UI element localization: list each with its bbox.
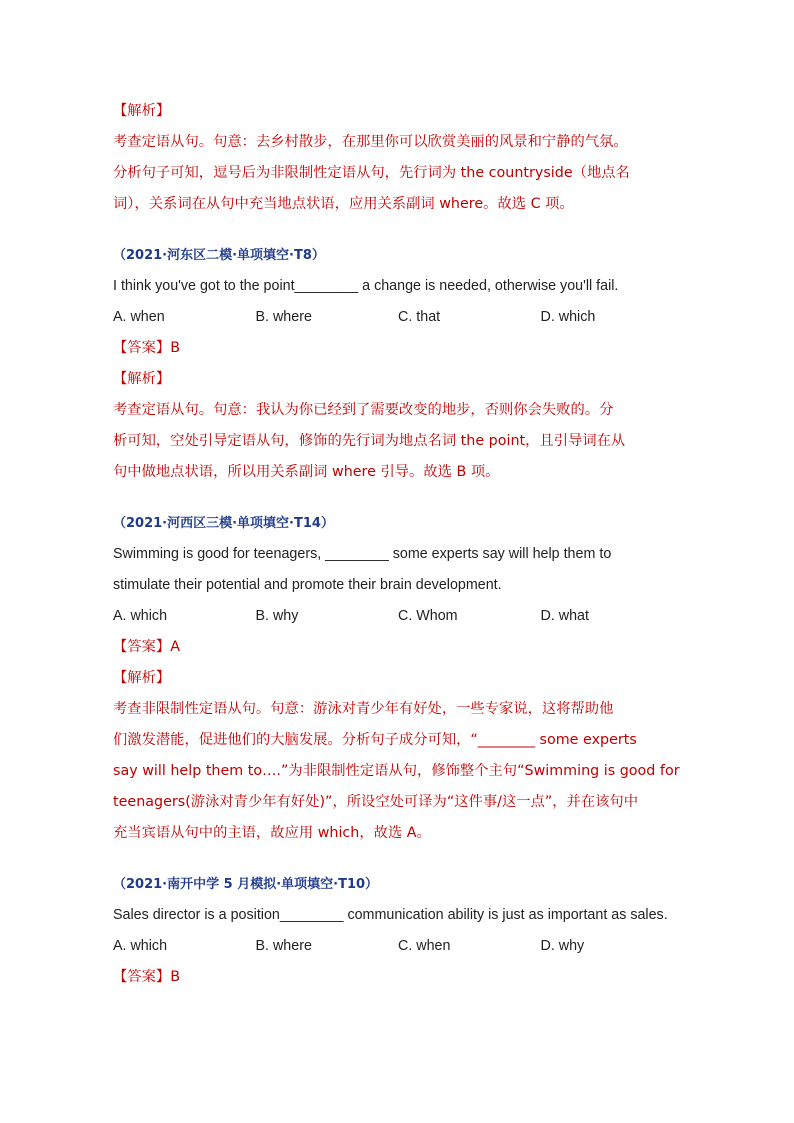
analysis-line: 们激发潜能，促进他们的大脑发展。分析句子成分可知，“________ some experts [113, 732, 637, 748]
question-stem: stimulate their potential and promote their brain development. [113, 577, 502, 593]
option-list [113, 601, 683, 632]
answer-value: B [170, 340, 180, 356]
document-page [113, 96, 683, 993]
analysis-line: say will help them to….”为非限制性定语从句，修饰整个主句“Swimming is good for [113, 763, 680, 779]
option-d: D. what [540, 608, 589, 624]
analysis-label: 【解析】 [113, 670, 171, 686]
analysis-line: 考查非限制性定语从句。句意：游泳对青少年有好处，一些专家说，这将帮助他 [113, 701, 614, 717]
option-a: A. which [113, 608, 168, 624]
question-2 [113, 508, 683, 849]
answer-label: 【答案】 [113, 639, 171, 655]
question-stem: Swimming is good for teenagers, ________ some experts say will help them to [113, 546, 612, 562]
answer-row [113, 632, 683, 663]
option-b: B. why [255, 608, 299, 624]
option-list [113, 302, 683, 333]
option-b: B. where [255, 938, 312, 954]
analysis-line: teenagers(游泳对青少年有好处)”，所设空处可译为“这件事/这一点”，并在该句中 [113, 794, 639, 810]
answer-row [113, 962, 683, 993]
option-c: C. when [398, 938, 451, 954]
answer-row [113, 333, 683, 364]
answer-label: 【答案】 [113, 969, 171, 985]
answer-value: B [170, 969, 180, 985]
option-a: A. when [113, 309, 165, 325]
question-3 [113, 869, 683, 993]
answer-label: 【答案】 [113, 340, 171, 356]
option-d: D. which [540, 309, 596, 325]
question-1 [113, 240, 683, 488]
analysis-label: 【解析】 [113, 371, 171, 387]
analysis-line: 考查定语从句。句意：我认为你已经到了需要改变的地步，否则你会失败的。分 [113, 402, 614, 418]
analysis-label: 【解析】 [113, 103, 171, 119]
analysis-line: 充当宾语从句中的主语，故应用 which，故选 A。 [113, 825, 431, 841]
option-b: B. where [255, 309, 312, 325]
analysis-block-0 [113, 96, 683, 220]
answer-value: A [170, 639, 180, 655]
analysis-line: 分析句子可知，逗号后为非限制性定语从句，先行词为 the countryside（地点名 [113, 165, 630, 181]
option-c: C. that [398, 309, 441, 325]
question-header: （2021·南开中学 5 月模拟·单项填空·T10） [113, 877, 379, 892]
option-d: D. why [540, 938, 585, 954]
option-a: A. which [113, 938, 168, 954]
analysis-line: 析可知，空处引导定语从句，修饰的先行词为地点名词 the point，且引导词在从 [113, 433, 626, 449]
analysis-line: 句中做地点状语，所以用关系副词 where 引导。故选 B 项。 [113, 464, 500, 480]
option-c: C. Whom [398, 608, 458, 624]
question-stem: Sales director is a position________ communication ability is just as important as sales. [113, 907, 668, 923]
question-header: （2021·河东区二模·单项填空·T8） [113, 248, 325, 263]
analysis-line: 考查定语从句。句意：去乡村散步，在那里你可以欣赏美丽的风景和宁静的气氛。 [113, 134, 628, 150]
analysis-line: 词），关系词在从句中充当地点状语，应用关系副词 where。故选 C 项。 [113, 196, 574, 212]
question-header: （2021·河西区三模·单项填空·T14） [113, 516, 334, 531]
option-list [113, 931, 683, 962]
question-stem: I think you've got to the point________ a change is needed, otherwise you'll fail. [113, 278, 619, 294]
